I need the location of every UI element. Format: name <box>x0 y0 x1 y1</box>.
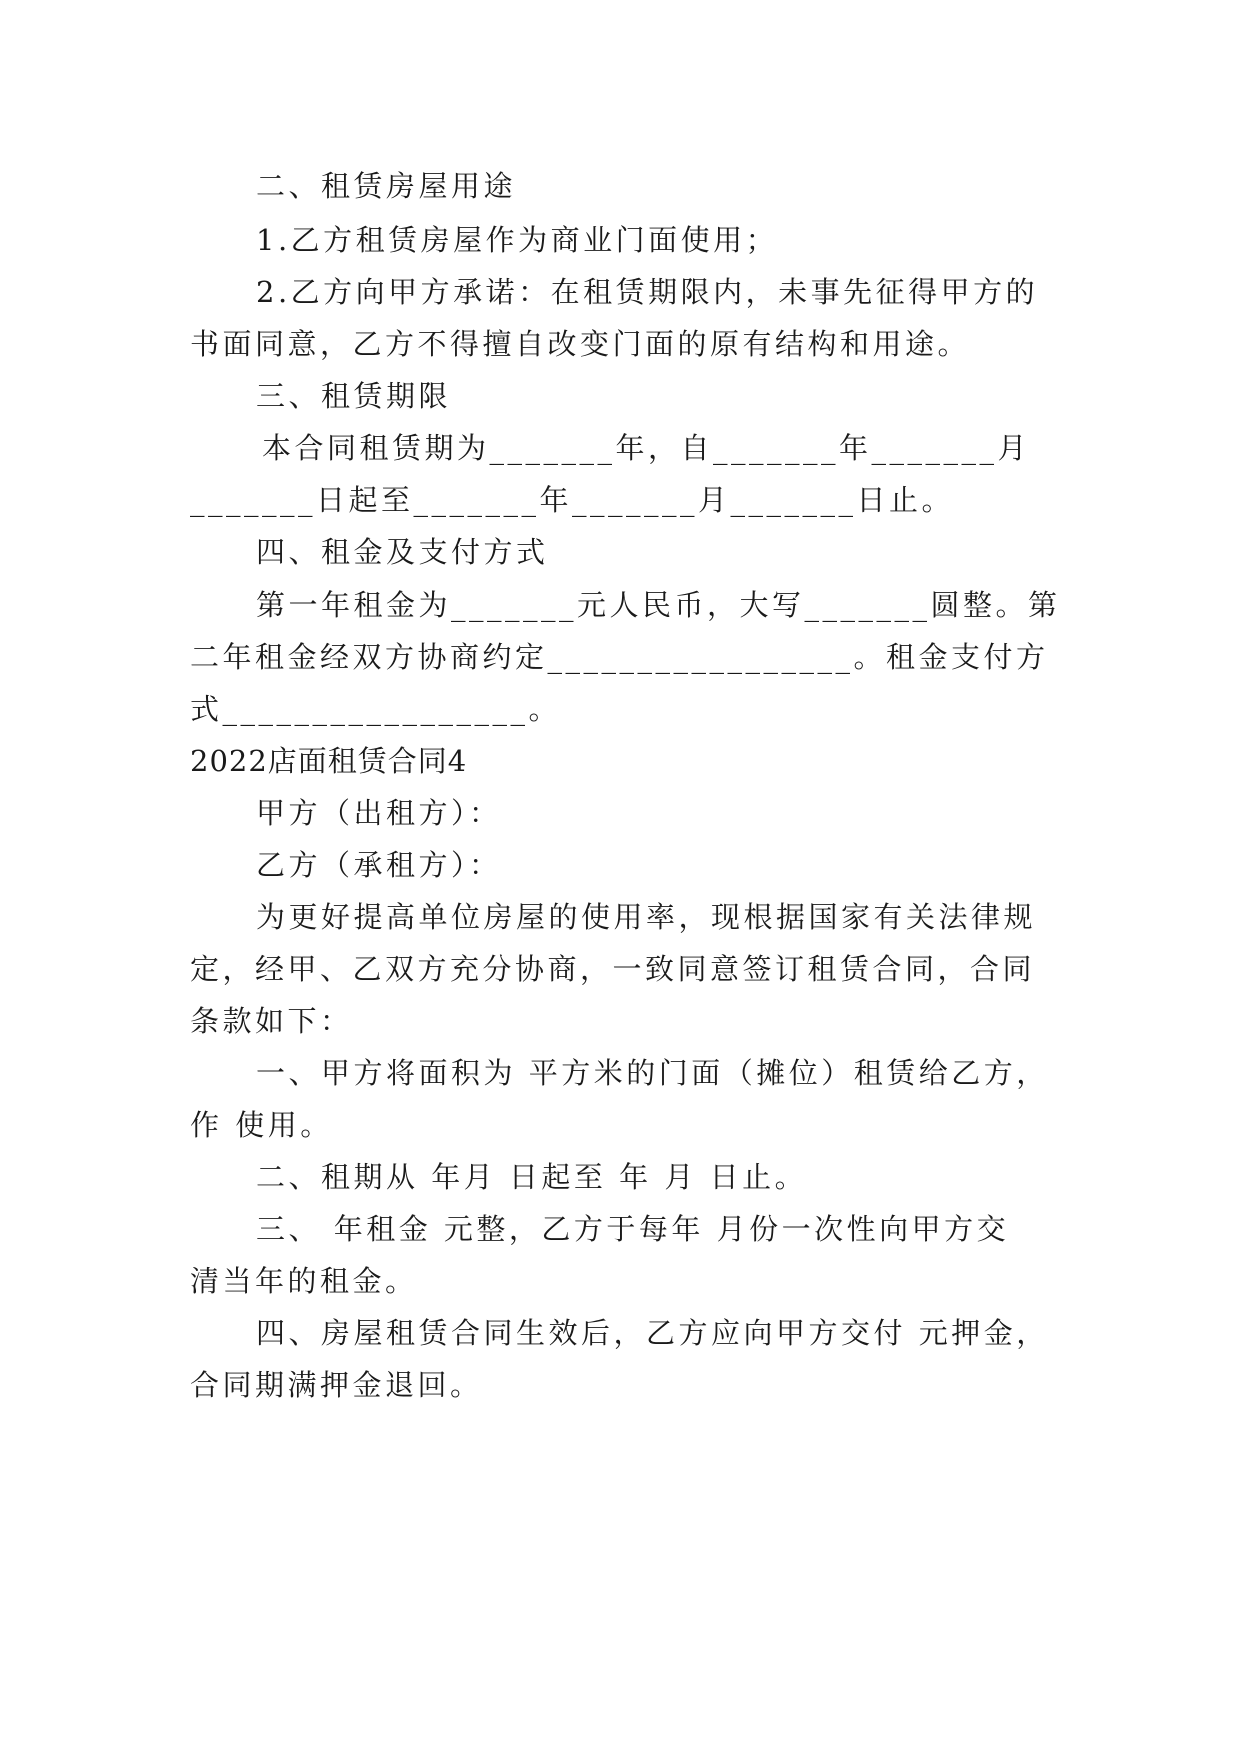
party-b-label: 乙方（承租方）： <box>256 848 502 882</box>
clause-line: 作 使用。 <box>190 1108 333 1142</box>
paragraph-line: 本合同租赁期为_______年，自_______年_______月 <box>262 431 1031 465</box>
section-heading-rent: 四、租金及支付方式 <box>256 535 549 569</box>
paragraph-line: 式_________________。 <box>190 692 562 726</box>
section-heading-term: 三、租赁期限 <box>256 379 452 413</box>
paragraph-line: 定，经甲、乙双方充分协商，一致同意签订租赁合同，合同 <box>190 952 1036 986</box>
clause-line: 二、租期从 年月 日起至 年 月 日止。 <box>256 1160 808 1194</box>
paragraph-line: 为更好提高单位房屋的使用率，现根据国家有关法律规 <box>256 900 1037 934</box>
clause-line: 三、 年租金 元整，乙方于每年 月份一次性向甲方交 <box>256 1212 1010 1246</box>
party-a-label: 甲方（出租方）： <box>256 796 502 830</box>
paragraph-line: _______日起至_______年_______月_______日止。 <box>190 483 955 517</box>
paragraph-line: 书面同意，乙方不得擅自改变门面的原有结构和用途。 <box>190 327 971 361</box>
clause-line: 四、房屋租赁合同生效后，乙方应向甲方交付 元押金， <box>256 1316 1049 1350</box>
paragraph-line: 条款如下： <box>190 1004 353 1038</box>
clause-line: 合同期满押金退回。 <box>190 1368 483 1402</box>
paragraph-line: 1.乙方租赁房屋作为商业门面使用； <box>256 223 779 257</box>
section-heading-usage: 二、租赁房屋用途 <box>256 169 517 203</box>
paragraph-line: 2.乙方向甲方承诺：在租赁期限内，未事先征得甲方的 <box>256 275 1039 309</box>
clause-line: 清当年的租金。 <box>190 1264 418 1298</box>
clause-line: 一、甲方将面积为 平方米的门面（摊位）租赁给乙方， <box>256 1056 1049 1090</box>
document-title: 2022店面租赁合同4 <box>190 744 468 778</box>
paragraph-line: 第一年租金为_______元人民币，大写_______圆整。第 <box>256 588 1061 622</box>
paragraph-line: 二年租金经双方协商约定_________________。租金支付方 <box>190 640 1049 674</box>
